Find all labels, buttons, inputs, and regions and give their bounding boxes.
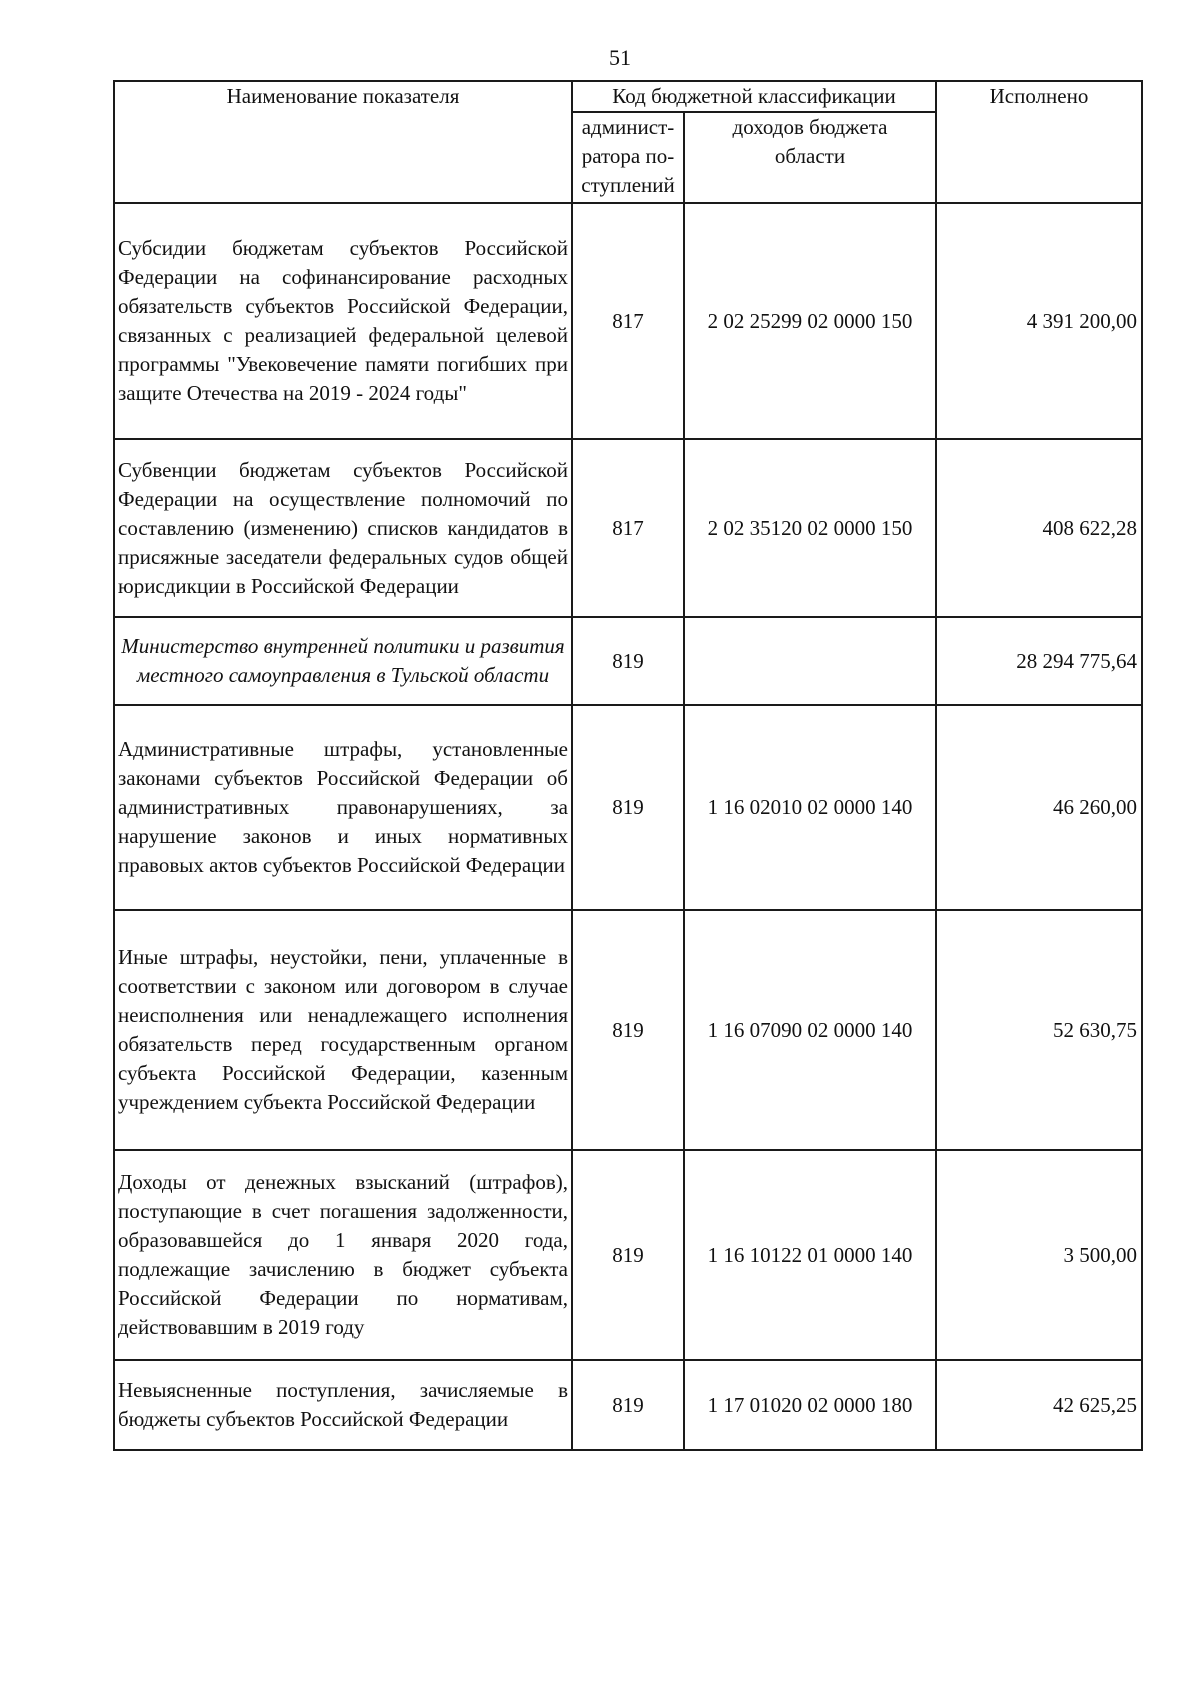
- row-admin-code: 819: [572, 1150, 684, 1360]
- table-body: [114, 203, 1142, 1450]
- row-name: Субвенции бюджетам субъектов Российской Федерации на осуществление полномочий по составлению (изменению) списков кандидатов в присяжные заседатели федеральных судов общей юрисдикции в Российской Федерации: [114, 439, 572, 617]
- row-name: Министерство внутренней политики и развития местного самоуправления в Тульской области: [114, 617, 572, 705]
- table-row: [114, 617, 1142, 705]
- row-admin-code: 819: [572, 617, 684, 705]
- budget-table: [113, 80, 1143, 1451]
- row-amount: 408 622,28: [936, 439, 1142, 617]
- table-row: [114, 1360, 1142, 1450]
- row-income-code: 1 16 02010 02 0000 140: [684, 705, 936, 910]
- header-income: [684, 112, 936, 203]
- table-row: [114, 203, 1142, 439]
- page-number: 51: [609, 45, 631, 70]
- row-admin-code: 817: [572, 203, 684, 439]
- row-amount: 4 391 200,00: [936, 203, 1142, 439]
- row-name: Невыясненные поступления, зачисляемые в бюджеты субъектов Российской Федерации: [114, 1360, 572, 1450]
- row-name: Иные штрафы, неустойки, пени, уплаченные в соответствии с законом или договором в случае неисполнения или ненадлежащего исполнения обязательств перед государственным органом субъекта Российской Федерации, казенным учреждением субъекта Российской Федерации: [114, 910, 572, 1150]
- row-name: Доходы от денежных взысканий (штрафов), поступающие в счет погашения задолженности, образовавшейся до 1 января 2020 года, подлежащие зачислению в бюджет субъекта Российской Федерации по нормативам, действовавшим в 2019 году: [114, 1150, 572, 1360]
- row-amount: 46 260,00: [936, 705, 1142, 910]
- table-row: [114, 705, 1142, 910]
- row-income-code: 2 02 35120 02 0000 150: [684, 439, 936, 617]
- row-income-code: [684, 617, 936, 705]
- row-admin-code: 817: [572, 439, 684, 617]
- row-amount: 42 625,25: [936, 1360, 1142, 1450]
- table-row: [114, 910, 1142, 1150]
- row-amount: 52 630,75: [936, 910, 1142, 1150]
- header-income-text: доходов бюджета области: [732, 115, 888, 168]
- row-admin-code: 819: [572, 705, 684, 910]
- row-income-code: 1 16 07090 02 0000 140: [684, 910, 936, 1150]
- row-amount: 3 500,00: [936, 1150, 1142, 1360]
- header-admin-text: админист- ратора по- ступлений: [581, 115, 675, 197]
- table-row: [114, 439, 1142, 617]
- row-name: Субсидии бюджетам субъектов Российской Федерации на софинансирование расходных обязательств субъектов Российской Федерации, связанных с реализацией федеральной целевой программы "Увековечение памяти погибших при защите Отечества на 2019 - 2024 годы": [114, 203, 572, 439]
- row-name: Административные штрафы, установленные законами субъектов Российской Федерации об административных правонарушениях, за нарушение законов и иных нормативных правовых актов субъектов Российской Федерации: [114, 705, 572, 910]
- row-income-code: 1 16 10122 01 0000 140: [684, 1150, 936, 1360]
- header-admin: [572, 112, 684, 203]
- table-row: [114, 1150, 1142, 1360]
- row-income-code: 2 02 25299 02 0000 150: [684, 203, 936, 439]
- row-income-code: 1 17 01020 02 0000 180: [684, 1360, 936, 1450]
- row-admin-code: 819: [572, 910, 684, 1150]
- header-name: Наименование показателя: [114, 81, 572, 203]
- row-admin-code: 819: [572, 1360, 684, 1450]
- header-code-group: Код бюджетной классификации: [572, 81, 936, 112]
- row-amount: 28 294 775,64: [936, 617, 1142, 705]
- header-executed: Исполнено: [936, 81, 1142, 203]
